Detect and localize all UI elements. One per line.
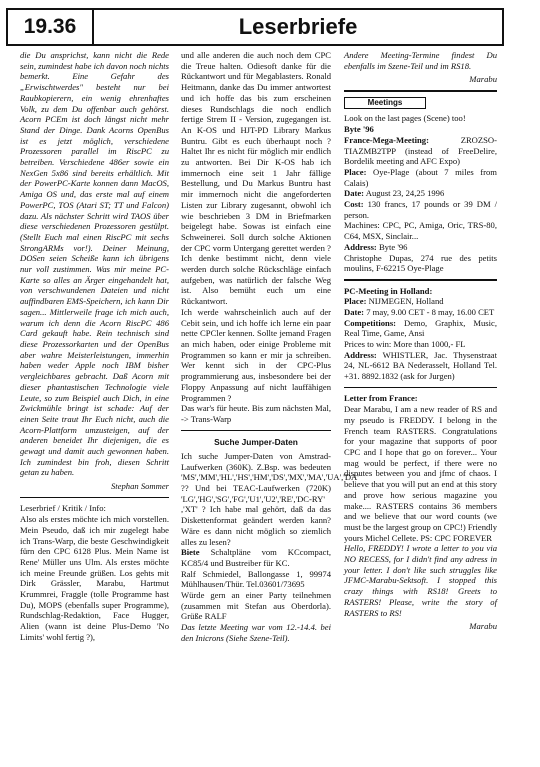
- meetings-intro: Look on the last pages (Scene) too!: [344, 113, 466, 124]
- france-meeting-label: France-Mega-Meeting:: [344, 134, 429, 145]
- column-divider: [344, 387, 497, 389]
- jumper-data-body: Ich suche Jumper-Daten von Amstrad-Laufwerken (360K). Z.Bsp. was bedeuten 'MS','MM','HL','HS','HM','DS','MX','MA','UA','DA' ?? Und bei TEAC-Laufwerken (720K) 'LG','HG','SG','FG','U1','U2','RE','DC-RY' ,'XT' ? Ich habe mal gehört, daß da das Diskettenformat geändert werden kann? Wäre es dann nicht möglich so ziemlich alles zu lesen?: [181, 450, 359, 547]
- letter-transwarp-continued: und alle anderen die auch noch dem CPC die Treue halten. Odiesoft danke für die Rückantwort und für Megablasters. Ronald Heitmann, danke das Du immer antwortest und ich hoffe das bis zum erscheinen dieses Rundschlags die noch endlich fertige Strem II - Version, zugegangen ist. An K-OS und HJT-PD Library Markus Buntru. Gibt es euch überhaupt noch ? Haltet Ihr es nicht für möglich mir endlich zu antworten. Bei Dir K-OS hab ich immernoch eine seit 1 Jahr fällige Bestellung, und Du Markus Buntru hast mir immernoch nicht die angeforderten Listen zur Library zugesannt, obwohl ich wie beschrieben 3 DM in Briefmarken beigelegt habe. Sowas ist einfach eine Schweinerei. Soll durch solche Aktionen der CPC vorm Untergang gerettet werden ? Ich denke bestimmt nicht, denn viele werden durch solche Rückschläge einfach aufgeben, was natürlich der falsche Weg ist. Also bemüht euch um eine Rückantwort.: [181, 50, 331, 307]
- address-label: Address:: [344, 241, 377, 252]
- letter-transwarp-closing: Das war's für heute. Bis zum nächsten Mal, -> Trans-Warp: [181, 403, 331, 424]
- place-label: Place:: [344, 166, 367, 177]
- meeting-dates-note: Andere Meeting-Termine findest Du ebenfalls im Szene-Teil und im RS18.: [344, 50, 497, 71]
- holland-place-text: NIJMEGEN, Holland: [368, 296, 444, 307]
- holland-competitions-text: Demo, Graphix, Music, Real Time, Game, Ansi: [344, 317, 497, 339]
- column-divider: [20, 497, 169, 499]
- holland-meeting-title: PC-Meeting in Holland:: [344, 285, 433, 296]
- last-meeting-note: Das letzte Meeting war vom 12.-14.4. bei den Inicrons (Siehe Szene-Teil).: [181, 622, 331, 643]
- letter-france-reply: Hello, FREDDY! I wrote a letter to you via NO RECESS, for I didn't find any adress in your letter. I don't like such struggles like JFMC-Marabu-Sektsoft. I stopped this crazy things with RS18! Greets to RASTERS! Please, write the story of RASTERS to RS!: [344, 543, 497, 618]
- address-text: Byte '96: [378, 241, 408, 252]
- holland-prices: Prices to win: More than 1000,- FL: [344, 339, 466, 350]
- holland-date-label: Date:: [344, 306, 365, 317]
- offer-label: Biete: [181, 547, 200, 558]
- offer-text: Schaltpläne vom KCcompact, KC85/4 und Bustreiber für KC.: [181, 547, 331, 568]
- holland-competitions-label: Competitions:: [344, 317, 397, 328]
- page-header: [6, 8, 504, 46]
- cost-label: Cost:: [344, 199, 364, 210]
- column-right: [344, 50, 497, 632]
- meetings-title: Meetings: [344, 97, 426, 110]
- column-divider: [181, 430, 331, 432]
- column-divider: [344, 90, 497, 92]
- letter-france-reply-signature: Marabu: [469, 621, 497, 632]
- cost-text: 130 francs, 17 pounds or 39 DM / person.: [344, 199, 497, 220]
- jumper-data-title: Suche Jumper-Daten: [214, 437, 298, 448]
- holland-place-label: Place:: [344, 296, 367, 307]
- letter-stephan-body: die Du ansprichst, kann nicht die Rede sein, zumindest habe ich davon noch nichts bemerkt. Eine Gefahr des „Erwischtwerdes" besteht nur bei Raubkopierern, ein wenig ehrenhaftes Volk, zu dem Du offenbar auch gehörst. Acorn PCEm ist doch längst nicht mehr Stand der Dinge. Dank Acorns OpenBus ist es jetzt möglich, verschiedene Prozessoren parallel im RiscPC zu betreiben. Verschiedene 486er sowie ein NexGen 5x86 sind bereits erhältlich. Mit der PowerPC-Karte konnen dann MacOS, Amiga OS und, das erste mal auf einem PowerPC, TOS (Atari ST; TT und Falcon) dazu. Als nächster Schritt wird TAOS über diese verschiedenen Prozessoren gestülpt. (Stellt Euch mal einen RiscPC mit sechs StrongARMs vor!). Deiner Meinung, DOSen seien Scheiße kann ich übrigens nur voll zustimmen. Was mir meine PC-Karte so alles an Ärger eingehandelt hat, von verschwundenen Dateien und nicht auffindbaren EMS-Speichern, ich kann Dir sagen... Mittlerweile frage ich mich auch, warum ich denn die Acorn RiscPC 486 Card gekauft habe. Rein technisch sind diese Prozessorkarten und der OpenBus aber wahre Meisterleistungen, immerhin haben weder Apple noch IBM bisher vergleichbares gebracht. Daß Acorn mit dieser phantastischen Technologie viele Leute, so zum Beispiel auch Dich, in eine Zwickmühle bringt ist schade: Auf der einen Seite traut Ihr Euch nicht, auch die Acorn-Plattform umzusteigen, auf der anderen beneidet Ihr diejenigen, die es gewagt und damit auch gewonnen haben. Ich zumindest bin froh, diesen Schritt getan zu haben.: [20, 50, 169, 478]
- meeting-dates-signature: Marabu: [469, 74, 497, 85]
- letter-transwarp-paragraph-2: Ich werde wahrscheinlich auch auf der Cebit sein, und ich hoffe ich lerne ein paar nette CPCler kennen. Sollte jemand Fragen an mich haben, oder einige Probleme mit Programmen so kann er mir ja schreiben. Wer kennt sich in der CPC-Plus programmierung aus, insbesondere bei der Floppy Anpassung auf nicht lauffähigen Programmen ?: [181, 306, 331, 403]
- date-label: Date:: [344, 188, 365, 199]
- holland-date-text: 7 may, 9.00 CET - 8 may, 16.00 CET: [366, 306, 495, 317]
- column-left: [20, 50, 169, 643]
- date-text: August 23, 24,25 1996: [365, 188, 445, 199]
- holland-address-label: Address:: [344, 349, 377, 360]
- letter-france-body: Dear Marabu, I am a new reader of RS and my pseudo is FREDDY. I belong in the French team RASTERS. Congratulations for your magazine that supports of poor CPC and I hope that go on forever... Your mag would be perfect, if there were no disputes between you and jfmc of chaos. I believe that you will put an end at this story and prove how serious magazine you make.... RASTERS contains 36 members and we believe that our word counts (we must be the largest group on CPC!) Friendly yours Michel Cellete. PS: CPC FOREVER: [344, 404, 497, 543]
- page-number: 19.36: [8, 10, 94, 44]
- address-lines: Christophe Dupas, 274 rue des petits moulins, F-62215 Oye-Plage: [344, 252, 497, 274]
- letter-transwarp-heading: Leserbrief / Kritik / Info:: [20, 503, 106, 514]
- party-request: Würde gern an einer Party teilnehmen (zusammen mit Stefan aus Oberdorla). Grüße RALF: [181, 590, 331, 622]
- contact-address: Ralf Schmiedel, Ballongasse 1, 99974 Mühlhausen/Thür. Tel.03601/73695: [181, 568, 331, 590]
- holland-address-text: WHISTLER, Jac. Thysenstraat 24, NL-6612 BA Nederasselt, Holland Tel. +31. 8892.1832 (ask for Jurgen): [344, 349, 497, 382]
- column-divider: [344, 279, 497, 281]
- letter-transwarp-body: Also als erstes möchte ich mich vorstellen. Mein Pseudo, daß ich mir zugelegt habe ich Trans-Warp, die beste Geschwindigkeit fürn den CPC 6128 Plus. Mein Name ist Rene' Müller uns Ulm. Als erstes möchte ich meine Freunde grüßen. Los gehts mit Dirk Grässler, Marabu, Hartmut Krummrei, Fraggle (tolle Programme hast Du), MOPS (ebenfalls super Programme), Rundschlag-Redaktion, Face Hugger, Alien (wann ist deine Plus-Demo 'No Limits' wohl fertig ?),: [20, 514, 169, 642]
- place-text: Oye-Plage (about 7 miles from Calais): [344, 166, 497, 188]
- letter-stephan-signature: Stephan Sommer: [111, 481, 169, 492]
- france-meeting-text: ZROZSO-TIAZMB2TPP (instead of FreeDelire, Bordelik meeting and AFC Expo): [344, 134, 497, 167]
- section-title: Leserbriefe: [238, 14, 358, 39]
- machines-list: Machines: CPC, PC, Amiga, Oric, TRS-80, C64, MSX, Sinclair...: [344, 220, 497, 242]
- letter-france-title: Letter from France:: [344, 393, 418, 404]
- byte96-title: Byte '96: [344, 124, 374, 135]
